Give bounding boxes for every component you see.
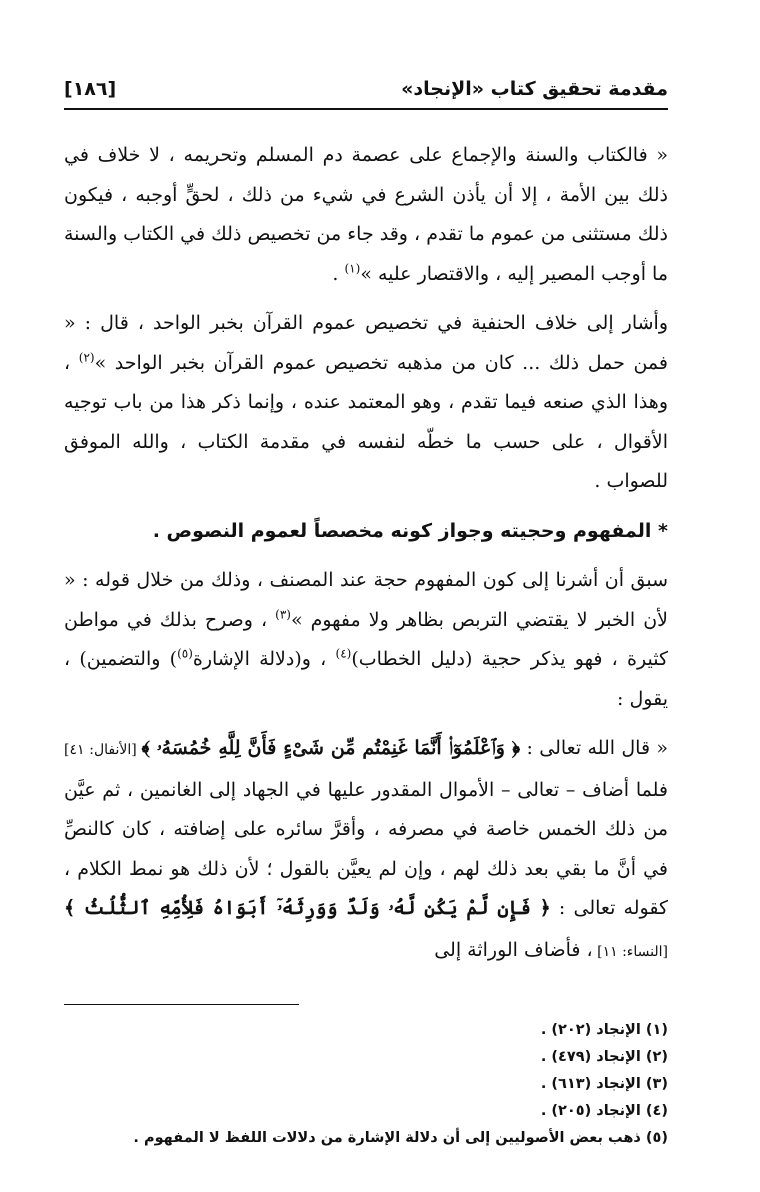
verse-citation: [الأنفال: ٤١] (64, 742, 142, 758)
main-text (64, 136, 668, 972)
footnote: (٣) الإنجاد (٦١٣) . (540, 1076, 668, 1092)
footnote-ref: (٣) (275, 607, 291, 622)
paragraph: وأشار إلى خلاف الحنفية في تخصيص عموم القرآن بخبر الواحد ، قال : « فمن حمل ذلك ... كان من مذهبه تخصيص عموم القرآن بخبر الواحد »$^{(٢)}$ ، وهذا الذي صنعه فيما تقدم ، وهو المعتمد عنده ، وإنما ذكر هذا من باب توجيه الأقوال ، على حسب ما خطّه لنفسه في مقدمة الكتاب ، والله الموفق للصواب . (64, 312, 669, 492)
page-number: [١٨٦] (64, 78, 117, 100)
footnote-ref: (٥) (177, 646, 193, 661)
footnote: (١) الإنجاد (٢٠٢) . (540, 1022, 668, 1038)
footnotes (64, 1017, 668, 1152)
paragraph: « فالكتاب والسنة والإجماع على عصمة دم المسلم وتحريمه ، لا خلاف في ذلك بين الأمة ، إلا أن يأذن الشرع في شيء من ذلك ، لحقٍّ أوجبه ، فيكون ذلك مستثنى من عموم ما تقدم ، وقد جاء من تخصيص ذلك في الكتاب والسنة ما أوجب المصير إليه ، والاقتصار عليه »$^{(١)}$ . (64, 144, 668, 285)
footnote: (٥) ذهب بعض الأصوليين إلى أن دلالة الإشارة من دلالات اللفظ لا المفهوم . (133, 1130, 668, 1146)
footnote: (٢) الإنجاد (٤٧٩) . (540, 1049, 668, 1065)
verse-citation: [النساء: ١١] (592, 943, 668, 960)
footnote-ref: (٤) (335, 646, 352, 661)
paragraph: « قال الله تعالى : ﴿ وَٱعْلَمُوٓا۟ أَنَّمَا غَنِمْتُم مِّن شَىْءٍ فَأَنَّ لِلَّهِ خُمُسَهُۥ ﴾ [الأنفال: ٤١] فلما أضاف – تعالى – الأموال المقدور عليها في الجهاد إلى الغانمين ، ثم عيَّن من ذلك الخمس خاصة في مصرفه ، وأقرَّ سائره على إضافته ، كان كالنصِّ في أنَّ ما بقي بعد ذلك لهم ، وإن لم يعيَّن بالقول ؛ لأن ذلك هو نمط الكلام ، كقوله تعالى : ﴿ فَإِن لَّمْ يَكُن لَّهُۥ وَلَدٌ وَوَرِثَهُۥٓ أَبَوَاهُ فَلِأُمِّهِ ٱلثُّلُثُ ﴾ [النساء: ١١] ، فأضاف الوراثة إلى (64, 737, 668, 961)
section-heading: * المفهوم وحجيته وجواز كونه مخصصاً لعموم النصوص . (152, 519, 668, 542)
quran-verse: ﴿ وَٱعْلَمُوٓا۟ أَنَّمَا غَنِمْتُم مِّن شَىْءٍ فَأَنَّ لِلَّهِ خُمُسَهُۥ ﴾ (141, 737, 521, 759)
paragraph: سبق أن أشرنا إلى كون المفهوم حجة عند المصنف ، وذلك من خلال قوله : « لأن الخبر لا يقتضي التربص بظاهر ولا مفهوم »$^{(٣)}$ ، وصرح بذلك في مواطن كثيرة ، فهو يذكر حجية (دليل الخطاب)$^{(٤)}$ ، و(دلالة الإشارة$^{(٥)}$) والتضمين) ، يقول : (64, 569, 668, 710)
quran-verse: ﴿ فَإِن لَّمْ يَكُن لَّهُۥ وَلَدٌ وَوَرِثَهُۥٓ أَبَوَاهُ فَلِأُمِّهِ ٱلثُّلُثُ ﴾ (64, 897, 551, 919)
footnote-ref: (٢) (78, 350, 95, 365)
footnote-ref: (١) (344, 261, 361, 276)
footnote-divider (64, 1004, 299, 1005)
page-header (64, 78, 668, 110)
running-title: مقدمة تحقيق كتاب «الإنجاد» (401, 78, 668, 100)
quotation: « فالكتاب والسنة والإجماع على عصمة دم المسلم وتحريمه ، لا خلاف في ذلك بين الأمة ، إلا أن يأذن الشرع في شيء من ذلك ، لحقٍّ أوجبه ، فيكون ذلك مستثنى من عموم ما تقدم ، وقد جاء من تخصيص ذلك في الكتاب والسنة ما أوجب المصير إليه ، والاقتصار عليه » (64, 144, 668, 285)
footnote: (٤) الإنجاد (٢٠٥) . (540, 1103, 668, 1119)
